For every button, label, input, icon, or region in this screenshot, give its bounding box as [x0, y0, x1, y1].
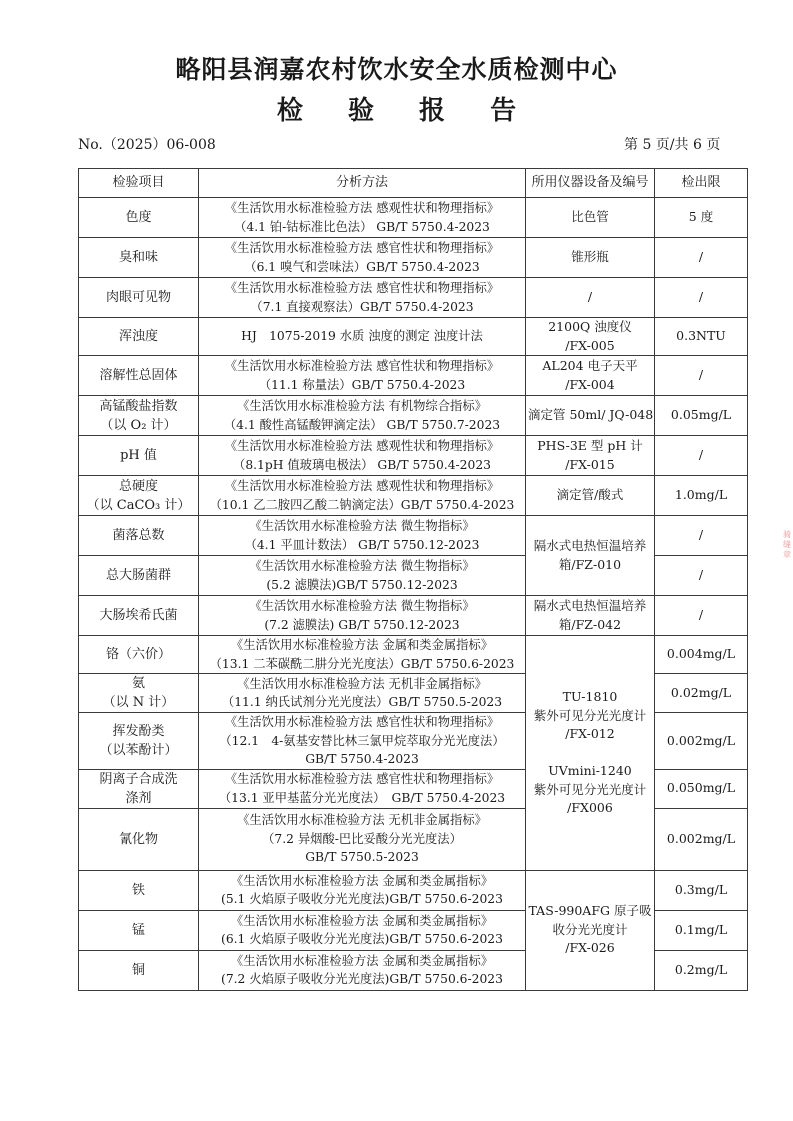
cell-line: 《生活饮用水标准检验方法 感官性状和物理指标》	[224, 241, 500, 255]
cell-line: /FX-004	[565, 376, 615, 392]
inspection-methods-table	[78, 168, 748, 991]
cell-line: /FX-026	[565, 940, 615, 956]
item-cell	[79, 198, 199, 238]
table-row	[79, 516, 748, 556]
cell-line: (7.2 火焰原子吸收分光光度法)GB/T 5750.6-2023	[221, 972, 503, 986]
cell-line: 《生活饮用水标准检验方法 感官性状和物理指标》	[224, 359, 500, 373]
cell-line: （以 O₂ 计）	[100, 417, 177, 433]
item-cell	[79, 476, 199, 516]
cell-line: 《生活饮用水标准检验方法 感官性状和物理指标》	[224, 281, 500, 295]
cell-line: 《生活饮用水标准检验方法 感官性状和物理指标》	[224, 715, 500, 729]
cell-line: TAS-990AFG 原子吸	[528, 903, 652, 919]
cell-line: 《生活饮用水标准检验方法 金属和类金属指标》	[230, 638, 494, 652]
cell-line: UVmini-1240	[548, 763, 632, 778]
item-cell	[79, 356, 199, 396]
detection-limit-cell: 0.002mg/L	[655, 808, 748, 870]
cell-line: 比色管	[571, 209, 609, 225]
cell-line: HJ 1075-2019 水质 浊度的测定 浊度计法	[241, 329, 483, 344]
cell-line: 《生活饮用水标准检验方法 无机非金属指标》	[237, 676, 487, 691]
cell-line: 《生活饮用水标准检验方法 感观性状和物理指标》	[224, 439, 500, 453]
method-cell	[199, 808, 526, 870]
method-cell	[199, 950, 526, 990]
cell-line: （4.1 平皿计数法） GB/T 5750.12-2023	[244, 537, 480, 552]
page-indicator: 第 5 页/共 6 页	[624, 137, 721, 153]
cell-line: 浑浊度	[118, 329, 158, 344]
item-cell	[79, 674, 199, 713]
table-header-row	[79, 169, 748, 198]
detection-limit-cell: 0.050mg/L	[655, 769, 748, 808]
report-title: 检 验 报 告	[276, 96, 535, 126]
cell-line: 紫外可见分光光度计	[533, 707, 647, 723]
cell-line: 氨	[131, 676, 145, 691]
cell-line: 高锰酸盐指数	[99, 398, 178, 414]
instrument-cell	[526, 396, 655, 436]
method-cell	[199, 356, 526, 396]
method-cell	[199, 910, 526, 950]
table-row	[79, 596, 748, 636]
cell-line: 铬（六价）	[105, 647, 171, 662]
cell-line: 挥发酚类	[112, 723, 165, 739]
cell-line: （11.1 纳氏试剂分光光度法）GB/T 5750.5-2023	[221, 695, 503, 709]
cell-line: 锥形瓶	[571, 249, 609, 265]
cell-line: /FX-005	[565, 337, 615, 353]
cell-line: 《生活饮用水标准检验方法 金属和类金属指标》	[230, 953, 494, 968]
detection-limit-cell: /	[655, 596, 748, 636]
detection-limit-cell: /	[655, 556, 748, 596]
column-header-item: 检验项目	[79, 169, 199, 198]
cell-line: 肉眼可见物	[105, 290, 171, 305]
cell-line: 收分光光度计	[552, 921, 628, 937]
method-cell	[199, 769, 526, 808]
detection-limit-cell: 0.3mg/L	[655, 870, 748, 910]
cell-line	[528, 744, 652, 763]
cell-line: （10.1 乙二胺四乙酸二钠滴定法）GB/T 5750.4-2023	[209, 497, 515, 512]
cell-line: 滴定管 50ml/ JQ-048	[528, 407, 654, 423]
item-cell	[79, 238, 199, 278]
instrument-cell	[526, 596, 655, 636]
cell-line: 总大肠菌群	[105, 568, 171, 583]
cell-line: （11.1 称量法）GB/T 5750.4-2023	[258, 377, 466, 392]
cell-line: （4.1 酸性高锰酸钾滴定法） GB/T 5750.7-2023	[223, 417, 501, 432]
method-cell	[199, 318, 526, 356]
cell-line: pH 值	[120, 448, 157, 463]
cell-line: 《生活饮用水标准检验方法 无机非金属指标》	[237, 813, 487, 828]
cell-line: GB/T 5750.4-2023	[305, 752, 419, 766]
item-cell	[79, 278, 199, 318]
cell-line: 《生活饮用水标准检验方法 金属和类金属指标》	[230, 873, 494, 888]
item-cell	[79, 396, 199, 436]
cell-line: 阴离子合成洗	[99, 771, 178, 787]
detection-limit-cell: /	[655, 516, 748, 556]
method-cell	[199, 436, 526, 476]
report-number: No.（2025）06-008	[78, 137, 216, 153]
cell-line: （8.1pH 值玻璃电极法） GB/T 5750.4-2023	[233, 457, 491, 472]
cell-line: 滴定管/酸式	[556, 487, 624, 503]
instrument-cell	[526, 198, 655, 238]
cell-line: （以 CaCO₃ 计）	[86, 497, 191, 513]
method-cell	[199, 278, 526, 318]
method-cell	[199, 596, 526, 636]
method-cell	[199, 476, 526, 516]
cell-line: 《生活饮用水标准检验方法 感官性状和物理指标》	[224, 772, 500, 786]
detection-limit-cell: 0.05mg/L	[655, 396, 748, 436]
cell-line: （12.1 4-氨基安替比林三氯甲烷萃取分光光度法）	[219, 733, 505, 748]
column-header-instrument: 所用仪器设备及编号	[526, 169, 655, 198]
instrument-cell	[526, 870, 655, 990]
method-cell	[199, 198, 526, 238]
cell-line: 涤剂	[125, 790, 152, 806]
cell-line: 《生活饮用水标准检验方法 微生物指标》	[249, 519, 475, 533]
cell-line: 隔水式电热恒温培养	[533, 598, 647, 613]
cell-line: 《生活饮用水标准检验方法 微生物指标》	[249, 599, 475, 613]
table-row	[79, 356, 748, 396]
cell-line: 大肠埃希氏菌	[99, 608, 178, 623]
cell-line: PHS-3E 型 pH 计	[537, 438, 643, 453]
instrument-cell	[526, 516, 655, 596]
cell-line: 菌落总数	[112, 528, 165, 543]
cell-line: 隔水式电热恒温培养	[533, 538, 647, 553]
item-cell	[79, 713, 199, 770]
cell-line: 《生活饮用水标准检验方法 感观性状和物理指标》	[224, 479, 500, 493]
table-row	[79, 238, 748, 278]
item-cell	[79, 596, 199, 636]
item-cell	[79, 636, 199, 674]
method-cell	[199, 238, 526, 278]
cell-line: (6.1 火焰原子吸收分光光度法)GB/T 5750.6-2023	[221, 932, 503, 946]
table-row	[79, 476, 748, 516]
instrument-cell	[526, 356, 655, 396]
item-cell	[79, 910, 199, 950]
cell-line: 《生活饮用水标准检验方法 有机物综合指标》	[237, 399, 487, 413]
item-cell	[79, 870, 199, 910]
table-row	[79, 870, 748, 910]
cell-line: 箱/FZ-010	[558, 556, 622, 572]
cell-line: 总硬度	[118, 478, 158, 494]
detection-limit-cell: 0.1mg/L	[655, 910, 748, 950]
detection-limit-cell: /	[655, 238, 748, 278]
detection-limit-cell: /	[655, 436, 748, 476]
column-header-method: 分析方法	[199, 169, 526, 198]
cell-line: 臭和味	[118, 250, 158, 265]
item-cell	[79, 556, 199, 596]
method-cell	[199, 516, 526, 556]
cell-line: （7.1 直接观察法）GB/T 5750.4-2023	[250, 299, 474, 314]
method-cell	[199, 636, 526, 674]
detection-limit-cell: 1.0mg/L	[655, 476, 748, 516]
table-row	[79, 396, 748, 436]
cell-line: 《生活饮用水标准检验方法 微生物指标》	[249, 559, 475, 573]
seam-stamp-mark: 骑缝章	[783, 530, 791, 559]
method-cell	[199, 713, 526, 770]
cell-line: （以 N 计）	[102, 695, 175, 710]
detection-limit-cell: /	[655, 278, 748, 318]
cell-line: 溶解性总固体	[99, 368, 178, 383]
cell-line: /FX-015	[565, 456, 615, 472]
column-header-limit: 检出限	[655, 169, 748, 198]
item-cell	[79, 516, 199, 556]
detection-limit-cell: 0.002mg/L	[655, 713, 748, 770]
method-cell	[199, 674, 526, 713]
cell-line: （4.1 铂-钴标准比色法） GB/T 5750.4-2023	[234, 219, 490, 234]
cell-line: （6.1 嗅气和尝味法）GB/T 5750.4-2023	[244, 259, 480, 274]
cell-line: 《生活饮用水标准检验方法 金属和类金属指标》	[230, 913, 494, 928]
table-row	[79, 198, 748, 238]
cell-line: 箱/FZ-042	[558, 616, 622, 632]
cell-line: 铜	[131, 962, 145, 978]
item-cell	[79, 950, 199, 990]
cell-line: GB/T 5750.5-2023	[305, 850, 419, 865]
item-cell	[79, 808, 199, 870]
detection-limit-cell: 5 度	[655, 198, 748, 238]
cell-line: /	[587, 289, 593, 305]
item-cell	[79, 769, 199, 808]
cell-line: (5.1 火焰原子吸收分光光度法)GB/T 5750.6-2023	[221, 892, 503, 906]
cell-line: 铁	[131, 882, 145, 898]
cell-line: 色度	[125, 210, 152, 225]
instrument-cell	[526, 318, 655, 356]
cell-line: 紫外可见分光光度计	[533, 781, 647, 797]
cell-line: /FX006	[567, 800, 613, 815]
detection-limit-cell: /	[655, 356, 748, 396]
detection-limit-cell: 0.3NTU	[655, 318, 748, 356]
cell-line: AL204 电子天平	[542, 358, 638, 373]
cell-line: 2100Q 浊度仪	[548, 319, 632, 334]
cell-line: (7.2 滤膜法) GB/T 5750.12-2023	[264, 617, 460, 632]
method-cell	[199, 870, 526, 910]
table-row	[79, 436, 748, 476]
instrument-cell	[526, 238, 655, 278]
cell-line: TU-1810	[562, 689, 618, 704]
instrument-cell	[526, 436, 655, 476]
method-cell	[199, 396, 526, 436]
item-cell	[79, 318, 199, 356]
cell-line: 《生活饮用水标准检验方法 感观性状和物理指标》	[224, 201, 500, 215]
item-cell	[79, 436, 199, 476]
organization-title: 略阳县润嘉农村饮水安全水质检测中心	[175, 55, 618, 84]
instrument-cell	[526, 278, 655, 318]
method-cell	[199, 556, 526, 596]
detection-limit-cell: 0.02mg/L	[655, 674, 748, 713]
cell-line: （7.2 异烟酸-巴比妥酸分光光度法）	[262, 831, 462, 846]
instrument-cell	[526, 636, 655, 871]
cell-line: /FX-012	[565, 726, 615, 741]
table-row	[79, 636, 748, 674]
cell-line: （13.1 亚甲基蓝分光光度法） GB/T 5750.4-2023	[218, 790, 506, 805]
table-row	[79, 318, 748, 356]
detection-limit-cell: 0.2mg/L	[655, 950, 748, 990]
table-row	[79, 278, 748, 318]
instrument-cell	[526, 476, 655, 516]
cell-line: 氰化物	[118, 831, 158, 847]
cell-line: （以苯酚计）	[99, 742, 178, 758]
cell-line: 锰	[131, 922, 145, 938]
cell-line: (5.2 滤膜法)GB/T 5750.12-2023	[266, 577, 458, 592]
cell-line: （13.1 二苯碳酰二肼分光光度法）GB/T 5750.6-2023	[209, 656, 515, 671]
detection-limit-cell: 0.004mg/L	[655, 636, 748, 674]
